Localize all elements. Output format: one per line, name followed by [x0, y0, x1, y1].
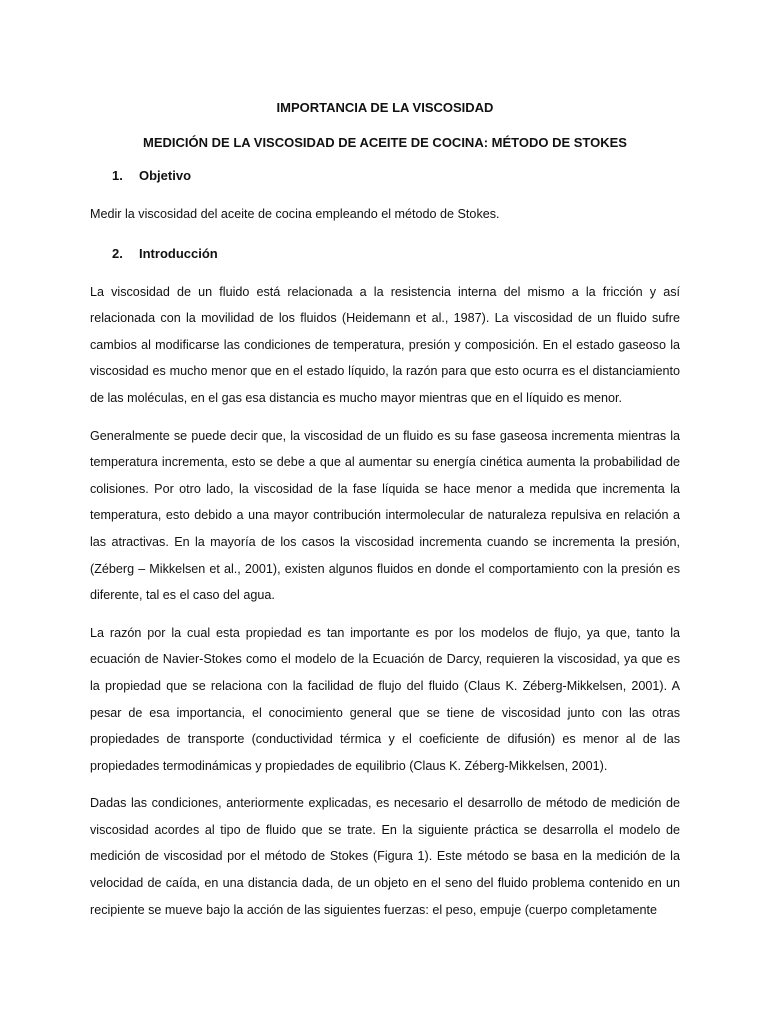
- intro-paragraph-3: La razón por la cual esta propiedad es tan importante es por los modelos de flujo, ya que, tanto la ecuación de Navier-Stokes como el modelo de la Ecuación de Darcy, requieren la viscosidad, ya que es la propiedad que se relaciona con la facilidad de flujo del fluido (Claus K. Zéberg-Mikkelsen, 2001). A pesar de esa importancia, el conocimiento general que se tiene de viscosidad junto con las otras propiedades de transporte (conductividad térmica y el coeficiente de difusión) es menor al de las propiedades termodinámicas y propiedades de equilibrio (Claus K. Zéberg-Mikkelsen, 2001).: [90, 625, 680, 773]
- intro-paragraph-2: Generalmente se puede decir que, la viscosidad de un fluido es su fase gaseosa incrementa mientras la temperatura incrementa, esto se debe a que al aumentar su energía cinética aumenta la probabilidad de colisiones. Por otro lado, la viscosidad de la fase líquida se hace menor a medida que incrementa la temperatura, esto debido a una mayor contribución intermolecular de naturaleza repulsiva en relación a las atractivas. En la mayoría de los casos la viscosidad incrementa cuando se incrementa la presión, (Zéberg – Mikkelsen et al., 2001), existen algunos fluidos en donde el comportamiento con la presión es diferente, tal es el caso del agua.: [90, 428, 680, 603]
- section-heading-introduccion: [112, 246, 680, 262]
- section-title: Objetivo: [139, 168, 192, 183]
- section-number: 2.: [112, 245, 123, 261]
- document-title: IMPORTANCIA DE LA VISCOSIDAD: [276, 100, 494, 115]
- section-heading-objetivo: [112, 168, 680, 184]
- objective-paragraph: Medir la viscosidad del aceite de cocina empleando el método de Stokes.: [90, 207, 500, 221]
- intro-paragraph-4: Dadas las condiciones, anteriormente explicadas, es necesario el desarrollo de método de medición de viscosidad acordes al tipo de fluido que se trate. En la siguiente práctica se desarrolla el modelo de medición de viscosidad por el método de Stokes (Figura 1). Este método se basa en la medición de la velocidad de caída, en una distancia dada, de un objeto en el seno del fluido problema contenido en un recipiente se mueve bajo la acción de las siguientes fuerzas: el peso, empuje (cuerpo completamente: [90, 796, 680, 917]
- document-subtitle: MEDICIÓN DE LA VISCOSIDAD DE ACEITE DE COCINA: MÉTODO DE STOKES: [143, 135, 627, 150]
- intro-paragraph-1: La viscosidad de un fluido está relacionada a la resistencia interna del mismo a la fricción y así relacionada con la movilidad de los fluidos (Heidemann et al., 1987). La viscosidad de un fluido sufre cambios al modificarse las condiciones de temperatura, presión y composición. En el estado gaseoso la viscosidad es mucho menor que en el estado líquido, la razón para que esto ocurra es el distanciamiento de las moléculas, en el gas esa distancia es mucho mayor mientras que en el líquido es menor.: [90, 284, 680, 405]
- section-title: Introducción: [139, 245, 218, 261]
- section-number: 1.: [112, 168, 123, 183]
